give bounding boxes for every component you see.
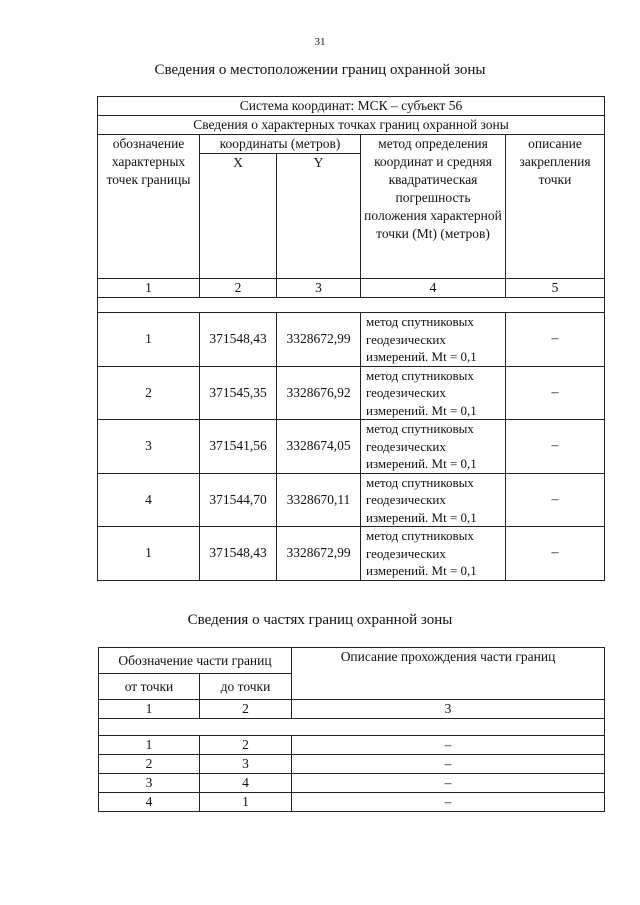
col-number: 3 — [292, 700, 605, 719]
y-cell: 3328676,92 — [277, 366, 361, 420]
to-cell: 4 — [200, 774, 292, 793]
col-number: 2 — [200, 700, 292, 719]
page-number: 31 — [314, 36, 326, 48]
col-number: 4 — [361, 279, 506, 298]
parts-section-title: Сведения о частях границ охранной зоны — [187, 612, 453, 628]
boundary-points-table — [97, 96, 605, 581]
method-cell: метод спутниковых геодезических измерений. Mt = 0,1 — [361, 420, 506, 474]
y-cell: 3328672,99 — [277, 527, 361, 581]
x-cell: 371548,43 — [200, 527, 277, 581]
col-header-x: X — [200, 154, 277, 279]
table-row — [99, 774, 605, 793]
table-row — [98, 366, 605, 420]
points-section-title: Сведения о местоположении границ охранной зоны — [154, 62, 486, 78]
desc-cell: – — [292, 793, 605, 812]
col-header-method: метод определения координат и средняя квадратическая погрешность положения характерной точки (Mt) (метров) — [361, 135, 506, 279]
from-cell: 2 — [99, 755, 200, 774]
col-number: 3 — [277, 279, 361, 298]
method-cell: метод спутниковых геодезических измерений. Mt = 0,1 — [361, 473, 506, 527]
table-row — [99, 736, 605, 755]
table-row — [98, 473, 605, 527]
table-row — [99, 793, 605, 812]
table-row — [98, 527, 605, 581]
description-cell: – — [506, 527, 605, 581]
col-number: 1 — [98, 279, 200, 298]
x-cell: 371544,70 — [200, 473, 277, 527]
x-cell: 371541,56 — [200, 420, 277, 474]
description-cell: – — [506, 366, 605, 420]
to-cell: 2 — [200, 736, 292, 755]
to-cell: 3 — [200, 755, 292, 774]
desc-cell: – — [292, 736, 605, 755]
point-cell: 2 — [98, 366, 200, 420]
boundary-parts-table — [98, 647, 605, 812]
table-row — [99, 755, 605, 774]
table-row — [98, 313, 605, 367]
y-cell: 3328670,11 — [277, 473, 361, 527]
points-subtitle-header: Сведения о характерных точках границ охранной зоны — [98, 116, 605, 135]
col-number: 1 — [99, 700, 200, 719]
coordinate-system-header: Система координат: МСК – субъект 56 — [98, 97, 605, 116]
desc-cell: – — [292, 755, 605, 774]
point-cell: 4 — [98, 473, 200, 527]
y-cell: 3328672,99 — [277, 313, 361, 367]
from-cell: 3 — [99, 774, 200, 793]
col-header-designation: обозначение характерных точек границы — [98, 135, 200, 279]
x-cell: 371545,35 — [200, 366, 277, 420]
description-cell: – — [506, 313, 605, 367]
point-cell: 1 — [98, 527, 200, 581]
col-header-y: Y — [277, 154, 361, 279]
col-number: 2 — [200, 279, 277, 298]
description-cell: – — [506, 473, 605, 527]
col-header-to: до точки — [200, 674, 292, 700]
empty-row — [98, 298, 605, 313]
col-header-coordinates: координаты (метров) — [200, 135, 361, 154]
col-header-desc: Описание прохождения части границ — [292, 648, 605, 700]
empty-row — [99, 719, 605, 736]
from-cell: 4 — [99, 793, 200, 812]
method-cell: метод спутниковых геодезических измерений. Mt = 0,1 — [361, 527, 506, 581]
method-cell: метод спутниковых геодезических измерений. Mt = 0,1 — [361, 313, 506, 367]
point-cell: 1 — [98, 313, 200, 367]
col-number: 5 — [506, 279, 605, 298]
table-row — [98, 420, 605, 474]
method-cell: метод спутниковых геодезических измерений. Mt = 0,1 — [361, 366, 506, 420]
y-cell: 3328674,05 — [277, 420, 361, 474]
col-header-from: от точки — [99, 674, 200, 700]
col-header-part: Обозначение части границ — [99, 648, 292, 674]
desc-cell: – — [292, 774, 605, 793]
col-header-description: описание закрепления точки — [506, 135, 605, 279]
from-cell: 1 — [99, 736, 200, 755]
x-cell: 371548,43 — [200, 313, 277, 367]
to-cell: 1 — [200, 793, 292, 812]
point-cell: 3 — [98, 420, 200, 474]
description-cell: – — [506, 420, 605, 474]
